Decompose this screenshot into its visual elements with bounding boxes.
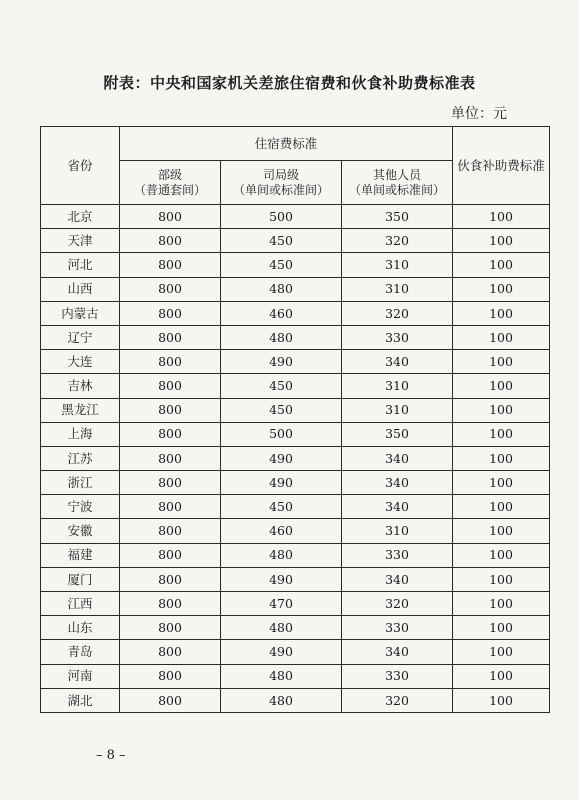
cell-bureau: 460 — [221, 301, 342, 325]
table-row — [41, 253, 550, 277]
cell-other: 320 — [342, 229, 453, 253]
table-row — [41, 325, 550, 349]
cell-meal: 100 — [453, 519, 550, 543]
cell-province: 浙江 — [41, 471, 120, 495]
cell-ministerial: 800 — [120, 422, 221, 446]
cell-other: 330 — [342, 325, 453, 349]
cell-meal: 100 — [453, 229, 550, 253]
table-row — [41, 350, 550, 374]
cell-other: 340 — [342, 640, 453, 664]
cell-other: 340 — [342, 446, 453, 470]
cell-bureau: 480 — [221, 325, 342, 349]
cell-other: 310 — [342, 253, 453, 277]
cell-province: 河南 — [41, 664, 120, 688]
cell-bureau: 450 — [221, 495, 342, 519]
table-row — [41, 543, 550, 567]
cell-bureau: 480 — [221, 664, 342, 688]
cell-meal: 100 — [453, 543, 550, 567]
header-other — [342, 161, 453, 205]
header-other-note: （单间或标准间） — [348, 182, 445, 197]
cell-province: 黑龙江 — [41, 398, 120, 422]
cell-province: 天津 — [41, 229, 120, 253]
cell-ministerial: 800 — [120, 592, 221, 616]
table-row — [41, 301, 550, 325]
cell-other: 340 — [342, 567, 453, 591]
header-ministerial-label: 部级 — [157, 167, 182, 182]
table-row — [41, 592, 550, 616]
cell-other: 320 — [342, 592, 453, 616]
cell-province: 北京 — [41, 205, 120, 229]
cell-ministerial: 800 — [120, 301, 221, 325]
header-meal: 伙食补助费标准 — [453, 127, 550, 205]
cell-province: 山东 — [41, 616, 120, 640]
cell-province: 河北 — [41, 253, 120, 277]
cell-bureau: 490 — [221, 446, 342, 470]
cell-bureau: 500 — [221, 205, 342, 229]
cell-ministerial: 800 — [120, 374, 221, 398]
table-row — [41, 640, 550, 664]
cell-other: 330 — [342, 616, 453, 640]
cell-meal: 100 — [453, 253, 550, 277]
cell-province: 辽宁 — [41, 325, 120, 349]
cell-meal: 100 — [453, 446, 550, 470]
header-province: 省份 — [41, 127, 120, 205]
cell-ministerial: 800 — [120, 350, 221, 374]
cell-bureau: 450 — [221, 398, 342, 422]
table-row — [41, 471, 550, 495]
table-row — [41, 567, 550, 591]
cell-bureau: 490 — [221, 567, 342, 591]
table-row — [41, 277, 550, 301]
cell-other: 310 — [342, 277, 453, 301]
cell-other: 330 — [342, 543, 453, 567]
cell-meal: 100 — [453, 374, 550, 398]
table-row — [41, 446, 550, 470]
table-row — [41, 495, 550, 519]
cell-meal: 100 — [453, 325, 550, 349]
cell-meal: 100 — [453, 350, 550, 374]
table-row — [41, 205, 550, 229]
cell-bureau: 450 — [221, 253, 342, 277]
cell-bureau: 470 — [221, 592, 342, 616]
header-ministerial — [120, 161, 221, 205]
table-body — [41, 205, 550, 713]
table-row — [41, 519, 550, 543]
cell-ministerial: 800 — [120, 640, 221, 664]
cell-ministerial: 800 — [120, 229, 221, 253]
cell-meal: 100 — [453, 688, 550, 712]
cell-province: 内蒙古 — [41, 301, 120, 325]
cell-province: 上海 — [41, 422, 120, 446]
cell-bureau: 490 — [221, 640, 342, 664]
cell-ministerial: 800 — [120, 664, 221, 688]
cell-other: 330 — [342, 664, 453, 688]
cell-other: 340 — [342, 350, 453, 374]
cell-province: 江西 — [41, 592, 120, 616]
page-title: 附表：中央和国家机关差旅住宿费和伙食补助费标准表 — [103, 74, 476, 92]
cell-bureau: 480 — [221, 688, 342, 712]
header-ministerial-note: （普通套间） — [133, 182, 206, 197]
cell-province: 山西 — [41, 277, 120, 301]
cell-province: 安徽 — [41, 519, 120, 543]
table-header-row — [41, 127, 550, 161]
header-bureau — [221, 161, 342, 205]
cell-meal: 100 — [453, 398, 550, 422]
cell-ministerial: 800 — [120, 616, 221, 640]
table-row — [41, 616, 550, 640]
cell-ministerial: 800 — [120, 446, 221, 470]
header-bureau-note: （单间或标准间） — [232, 182, 329, 197]
cell-ministerial: 800 — [120, 471, 221, 495]
cell-province: 江苏 — [41, 446, 120, 470]
cell-province: 青岛 — [41, 640, 120, 664]
cell-province: 湖北 — [41, 688, 120, 712]
cell-meal: 100 — [453, 205, 550, 229]
cell-other: 320 — [342, 301, 453, 325]
table-row — [41, 229, 550, 253]
cell-other: 340 — [342, 471, 453, 495]
cell-bureau: 480 — [221, 616, 342, 640]
page-number: – 8 – — [96, 748, 126, 763]
unit-label: 单位：元 — [451, 106, 507, 122]
standards-table — [40, 126, 550, 713]
cell-meal: 100 — [453, 495, 550, 519]
cell-ministerial: 800 — [120, 205, 221, 229]
cell-bureau: 490 — [221, 350, 342, 374]
cell-ministerial: 800 — [120, 495, 221, 519]
table-row — [41, 422, 550, 446]
cell-other: 310 — [342, 519, 453, 543]
cell-province: 福建 — [41, 543, 120, 567]
cell-bureau: 490 — [221, 471, 342, 495]
cell-meal: 100 — [453, 301, 550, 325]
cell-ministerial: 800 — [120, 253, 221, 277]
table-row — [41, 374, 550, 398]
cell-meal: 100 — [453, 471, 550, 495]
cell-meal: 100 — [453, 616, 550, 640]
header-other-label: 其他人员 — [372, 167, 421, 182]
table-row — [41, 398, 550, 422]
cell-meal: 100 — [453, 640, 550, 664]
cell-ministerial: 800 — [120, 325, 221, 349]
cell-bureau: 450 — [221, 229, 342, 253]
cell-province: 吉林 — [41, 374, 120, 398]
header-bureau-label: 司局级 — [262, 167, 299, 182]
cell-ministerial: 800 — [120, 398, 221, 422]
cell-other: 350 — [342, 205, 453, 229]
cell-ministerial: 800 — [120, 567, 221, 591]
cell-ministerial: 800 — [120, 277, 221, 301]
cell-meal: 100 — [453, 422, 550, 446]
cell-bureau: 480 — [221, 543, 342, 567]
cell-ministerial: 800 — [120, 519, 221, 543]
cell-meal: 100 — [453, 567, 550, 591]
cell-other: 310 — [342, 374, 453, 398]
cell-bureau: 460 — [221, 519, 342, 543]
cell-meal: 100 — [453, 664, 550, 688]
cell-ministerial: 800 — [120, 688, 221, 712]
cell-bureau: 500 — [221, 422, 342, 446]
table-row — [41, 664, 550, 688]
cell-bureau: 480 — [221, 277, 342, 301]
cell-other: 350 — [342, 422, 453, 446]
cell-other: 340 — [342, 495, 453, 519]
cell-other: 310 — [342, 398, 453, 422]
cell-meal: 100 — [453, 277, 550, 301]
cell-meal: 100 — [453, 592, 550, 616]
cell-ministerial: 800 — [120, 543, 221, 567]
cell-other: 320 — [342, 688, 453, 712]
cell-province: 宁波 — [41, 495, 120, 519]
table-row — [41, 688, 550, 712]
cell-bureau: 450 — [221, 374, 342, 398]
header-lodging-group: 住宿费标准 — [120, 127, 453, 161]
cell-province: 大连 — [41, 350, 120, 374]
cell-province: 厦门 — [41, 567, 120, 591]
